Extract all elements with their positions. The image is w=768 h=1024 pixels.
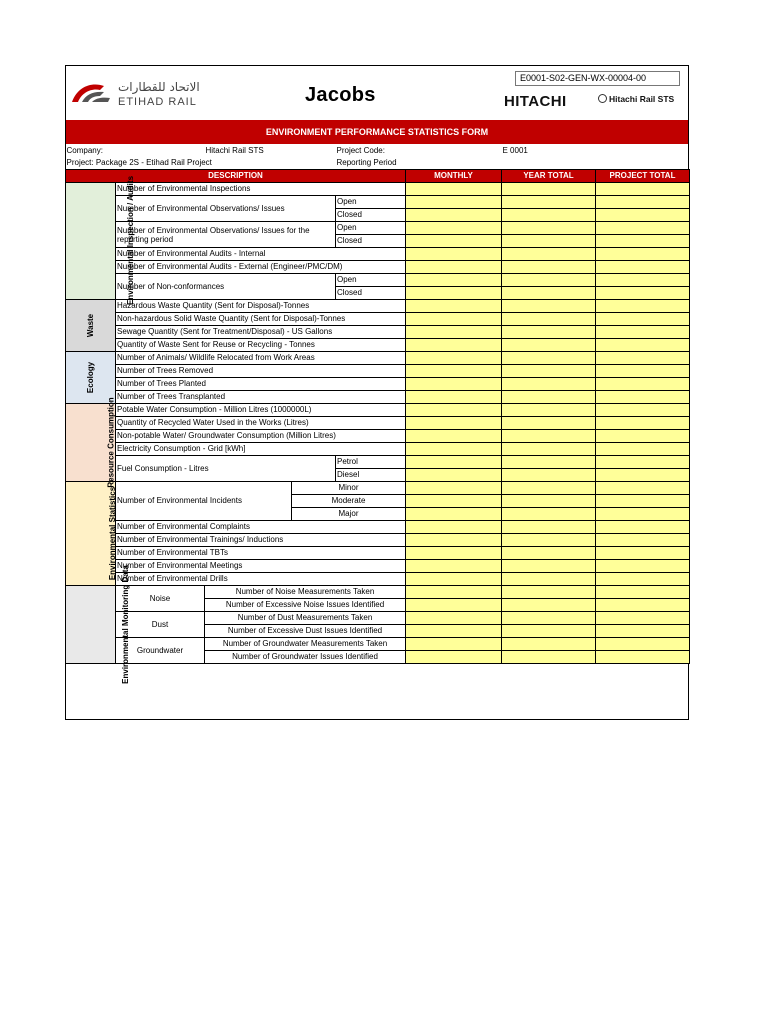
table-row [66, 274, 690, 287]
row-label: Number of Groundwater Measurements Taken [205, 638, 406, 651]
row-label: Number of Trees Removed [116, 365, 406, 378]
project-total-cell[interactable] [596, 417, 690, 430]
project-total-cell[interactable] [596, 287, 690, 300]
table-row [66, 183, 690, 196]
year-total-cell[interactable] [502, 482, 596, 495]
project-total-cell[interactable] [596, 274, 690, 287]
monthly-cell[interactable] [406, 209, 502, 222]
table-row [66, 339, 690, 352]
year-total-cell[interactable] [502, 274, 596, 287]
monthly-cell[interactable] [406, 339, 502, 352]
company-label: Company: [66, 146, 103, 155]
row-label: Number of Excessive Dust Issues Identified [205, 625, 406, 638]
category-resource-consumption: Resource Consumption [66, 404, 116, 482]
year-total-cell[interactable] [502, 521, 596, 534]
sub-label-closed: Closed [336, 235, 406, 248]
row-label: Sewage Quantity (Sent for Treatment/Disposal) - US Gallons [116, 326, 406, 339]
monthly-cell[interactable] [406, 456, 502, 469]
monthly-cell[interactable] [406, 313, 502, 326]
project-total-cell[interactable] [596, 586, 690, 599]
table-row [66, 352, 690, 365]
table-row [66, 300, 690, 313]
table-row [66, 638, 690, 651]
row-label: Electricity Consumption - Grid [kWh] [116, 443, 406, 456]
year-total-cell[interactable] [502, 651, 596, 664]
monthly-cell[interactable] [406, 404, 502, 417]
year-total-cell[interactable] [502, 326, 596, 339]
year-total-cell[interactable] [502, 365, 596, 378]
project-total-cell[interactable] [596, 430, 690, 443]
table-row [66, 261, 690, 274]
row-label: Number of Non-conformances [116, 274, 336, 300]
monthly-cell[interactable] [406, 534, 502, 547]
table-header [66, 170, 690, 183]
project-total-cell[interactable] [596, 521, 690, 534]
table-row [66, 560, 690, 573]
year-total-cell[interactable] [502, 534, 596, 547]
table-row [66, 378, 690, 391]
year-total-cell[interactable] [502, 209, 596, 222]
project-total-cell[interactable] [596, 456, 690, 469]
project-total-cell[interactable] [596, 547, 690, 560]
monthly-cell[interactable] [406, 495, 502, 508]
monthly-cell[interactable] [406, 599, 502, 612]
project-total-cell[interactable] [596, 404, 690, 417]
document-reference: E0001-S02-GEN-WX-00004-00 [515, 71, 680, 86]
monthly-cell[interactable] [406, 183, 502, 196]
table-row [66, 534, 690, 547]
row-label: Number of Noise Measurements Taken [205, 586, 406, 599]
hitachi-rail-sts-logo [598, 94, 674, 104]
year-total-cell[interactable] [502, 456, 596, 469]
monthly-cell[interactable] [406, 352, 502, 365]
row-label: Number of Dust Measurements Taken [205, 612, 406, 625]
category-inspection: Environmental Inspection / Audits [66, 183, 116, 300]
row-label: Number of Environmental Audits - External (Engineer/PMC/DM) [116, 261, 406, 274]
project-total-cell[interactable] [596, 638, 690, 651]
project-total-cell[interactable] [596, 391, 690, 404]
year-total-cell[interactable] [502, 417, 596, 430]
year-total-cell[interactable] [502, 495, 596, 508]
project-total-cell[interactable] [596, 183, 690, 196]
row-label: Potable Water Consumption - Million Litres (1000000L) [116, 404, 406, 417]
row-label: Number of Environmental Complaints [116, 521, 406, 534]
table-row [66, 612, 690, 625]
year-total-cell[interactable] [502, 612, 596, 625]
year-total-cell[interactable] [502, 235, 596, 248]
row-label: Number of Excessive Noise Issues Identified [205, 599, 406, 612]
year-total-cell[interactable] [502, 261, 596, 274]
table-row [66, 196, 690, 209]
row-label: Quantity of Waste Sent for Reuse or Recycling - Tonnes [116, 339, 406, 352]
category-ecology: Ecology [66, 352, 116, 404]
project-total-cell[interactable] [596, 378, 690, 391]
row-label: Number of Groundwater Issues Identified [205, 651, 406, 664]
table-row [66, 222, 690, 235]
monitoring-dust-label: Dust [116, 612, 205, 638]
row-label: Number of Environmental Drills [116, 573, 406, 586]
project-total-cell[interactable] [596, 443, 690, 456]
table-row [66, 313, 690, 326]
row-label: Number of Environmental Trainings/ Inductions [116, 534, 406, 547]
col-year-total: YEAR TOTAL [502, 170, 596, 183]
row-label: Number of Environmental Observations/ Issues [116, 196, 336, 222]
table-row [66, 443, 690, 456]
monitoring-noise-label: Noise [116, 586, 205, 612]
year-total-cell[interactable] [502, 599, 596, 612]
monthly-cell[interactable] [406, 469, 502, 482]
monthly-cell[interactable] [406, 365, 502, 378]
col-project-total: PROJECT TOTAL [596, 170, 690, 183]
table-row [66, 521, 690, 534]
year-total-cell[interactable] [502, 625, 596, 638]
project-total-cell[interactable] [596, 599, 690, 612]
project-total-cell[interactable] [596, 209, 690, 222]
year-total-cell[interactable] [502, 443, 596, 456]
year-total-cell[interactable] [502, 404, 596, 417]
year-total-cell[interactable] [502, 573, 596, 586]
etihad-arabic-text: الاتحاد للقطارات [118, 80, 200, 94]
year-total-cell[interactable] [502, 300, 596, 313]
year-total-cell[interactable] [502, 339, 596, 352]
project-total-cell[interactable] [596, 365, 690, 378]
monthly-cell[interactable] [406, 222, 502, 235]
year-total-cell[interactable] [502, 196, 596, 209]
project-total-cell[interactable] [596, 560, 690, 573]
project-total-cell[interactable] [596, 534, 690, 547]
year-total-cell[interactable] [502, 378, 596, 391]
row-label: Number of Trees Planted [116, 378, 406, 391]
monthly-cell[interactable] [406, 378, 502, 391]
monthly-cell[interactable] [406, 612, 502, 625]
row-label: Number of Environmental Audits - Internal [116, 248, 406, 261]
year-total-cell[interactable] [502, 430, 596, 443]
project-total-cell[interactable] [596, 339, 690, 352]
row-label: Number of Environmental Inspections [116, 183, 406, 196]
etihad-name-text: ETIHAD RAIL [118, 96, 197, 108]
category-waste: Waste [66, 300, 116, 352]
row-label: Number of Environmental TBTs [116, 547, 406, 560]
project-total-cell[interactable] [596, 196, 690, 209]
monthly-cell[interactable] [406, 417, 502, 430]
project-total-cell[interactable] [596, 508, 690, 521]
row-label: Number of Trees Transplanted [116, 391, 406, 404]
sub-label-open: Open [336, 274, 406, 287]
monthly-cell[interactable] [406, 625, 502, 638]
jacobs-logo: Jacobs [305, 84, 376, 106]
year-total-cell[interactable] [502, 469, 596, 482]
project-total-cell[interactable] [596, 573, 690, 586]
table-row [66, 365, 690, 378]
monthly-cell[interactable] [406, 430, 502, 443]
project-total-cell[interactable] [596, 248, 690, 261]
year-total-cell[interactable] [502, 222, 596, 235]
project-total-cell[interactable] [596, 261, 690, 274]
table-row [66, 456, 690, 469]
hitachi-logo: HITACHI [504, 93, 567, 110]
row-label: Number of Environmental Incidents [116, 482, 292, 521]
monthly-cell[interactable] [406, 482, 502, 495]
project-total-cell[interactable] [596, 235, 690, 248]
table-row [66, 547, 690, 560]
monthly-cell[interactable] [406, 443, 502, 456]
statistics-table [65, 145, 690, 684]
monthly-cell[interactable] [406, 651, 502, 664]
row-label: Number of Environmental Meetings [116, 560, 406, 573]
table-row [66, 482, 690, 495]
monthly-cell[interactable] [406, 235, 502, 248]
project-total-cell[interactable] [596, 482, 690, 495]
project-total-cell[interactable] [596, 313, 690, 326]
sub-label-minor: Minor [292, 482, 406, 495]
year-total-cell[interactable] [502, 287, 596, 300]
monthly-cell[interactable] [406, 391, 502, 404]
hitachi-rail-icon [598, 94, 607, 103]
project-code-value: E 0001 [502, 146, 528, 155]
project-total-cell[interactable] [596, 469, 690, 482]
sub-label-closed: Closed [336, 209, 406, 222]
reporting-period-label: Reporting Period [336, 158, 397, 167]
year-total-cell[interactable] [502, 586, 596, 599]
year-total-cell[interactable] [502, 508, 596, 521]
monitoring-groundwater-label: Groundwater [116, 638, 205, 664]
form-title: ENVIRONMENT PERFORMANCE STATISTICS FORM [66, 120, 688, 144]
monthly-cell[interactable] [406, 326, 502, 339]
sub-label-major: Major [292, 508, 406, 521]
table-row [66, 326, 690, 339]
year-total-cell[interactable] [502, 547, 596, 560]
project-total-cell[interactable] [596, 612, 690, 625]
year-total-cell[interactable] [502, 248, 596, 261]
year-total-cell[interactable] [502, 183, 596, 196]
etihad-swoosh-icon [70, 80, 114, 106]
table-row [66, 586, 690, 599]
col-monthly: MONTHLY [406, 170, 502, 183]
sub-label-open: Open [336, 196, 406, 209]
project-total-cell[interactable] [596, 222, 690, 235]
sub-label-diesel: Diesel [336, 469, 406, 482]
monthly-cell[interactable] [406, 248, 502, 261]
table-row [66, 404, 690, 417]
year-total-cell[interactable] [502, 560, 596, 573]
year-total-cell[interactable] [502, 313, 596, 326]
project-total-cell[interactable] [596, 495, 690, 508]
project-code-label: Project Code: [336, 146, 385, 155]
company-value: Hitachi Rail STS [205, 146, 264, 155]
monthly-cell[interactable] [406, 573, 502, 586]
category-statistics: Environmental Statistics [66, 482, 116, 586]
col-description: DESCRIPTION [66, 170, 406, 183]
monthly-cell[interactable] [406, 586, 502, 599]
info-row-company [66, 145, 690, 157]
table-row [66, 417, 690, 430]
year-total-cell[interactable] [502, 638, 596, 651]
table-row [66, 430, 690, 443]
monthly-cell[interactable] [406, 274, 502, 287]
monthly-cell[interactable] [406, 560, 502, 573]
table-row [66, 573, 690, 586]
row-label: Fuel Consumption - Litres [116, 456, 336, 482]
hitachi-rail-sts-text: Hitachi Rail STS [609, 94, 675, 104]
monthly-cell[interactable] [406, 521, 502, 534]
monthly-cell[interactable] [406, 508, 502, 521]
etihad-rail-logo [70, 80, 200, 110]
project-total-cell[interactable] [596, 651, 690, 664]
monthly-cell[interactable] [406, 547, 502, 560]
table-row [66, 391, 690, 404]
project-total-cell[interactable] [596, 326, 690, 339]
project-label: Project: Package 2S - Etihad Rail Project [66, 158, 212, 167]
project-total-cell[interactable] [596, 300, 690, 313]
sub-label-petrol: Petrol [336, 456, 406, 469]
project-total-cell[interactable] [596, 625, 690, 638]
sub-label-open: Open [336, 222, 406, 235]
project-total-cell[interactable] [596, 352, 690, 365]
monthly-cell[interactable] [406, 287, 502, 300]
table-row [66, 248, 690, 261]
year-total-cell[interactable] [502, 391, 596, 404]
year-total-cell[interactable] [502, 352, 596, 365]
row-label: Number of Animals/ Wildlife Relocated from Work Areas [116, 352, 406, 365]
category-monitoring: Environmental Monitoring Data [66, 586, 116, 664]
monthly-cell[interactable] [406, 196, 502, 209]
row-label: Hazardous Waste Quantity (Sent for Disposal)-Tonnes [116, 300, 406, 313]
monthly-cell[interactable] [406, 261, 502, 274]
sub-label-closed: Closed [336, 287, 406, 300]
monthly-cell[interactable] [406, 300, 502, 313]
monthly-cell[interactable] [406, 638, 502, 651]
info-row-project [66, 157, 690, 170]
row-label: Quantity of Recycled Water Used in the Works (Litres) [116, 417, 406, 430]
row-label: Non-hazardous Solid Waste Quantity (Sent for Disposal)-Tonnes [116, 313, 406, 326]
row-label: Non-potable Water/ Groundwater Consumption (Million Litres) [116, 430, 406, 443]
sub-label-moderate: Moderate [292, 495, 406, 508]
row-label: Number of Environmental Observations/ Issues for the reporting period [116, 222, 336, 248]
